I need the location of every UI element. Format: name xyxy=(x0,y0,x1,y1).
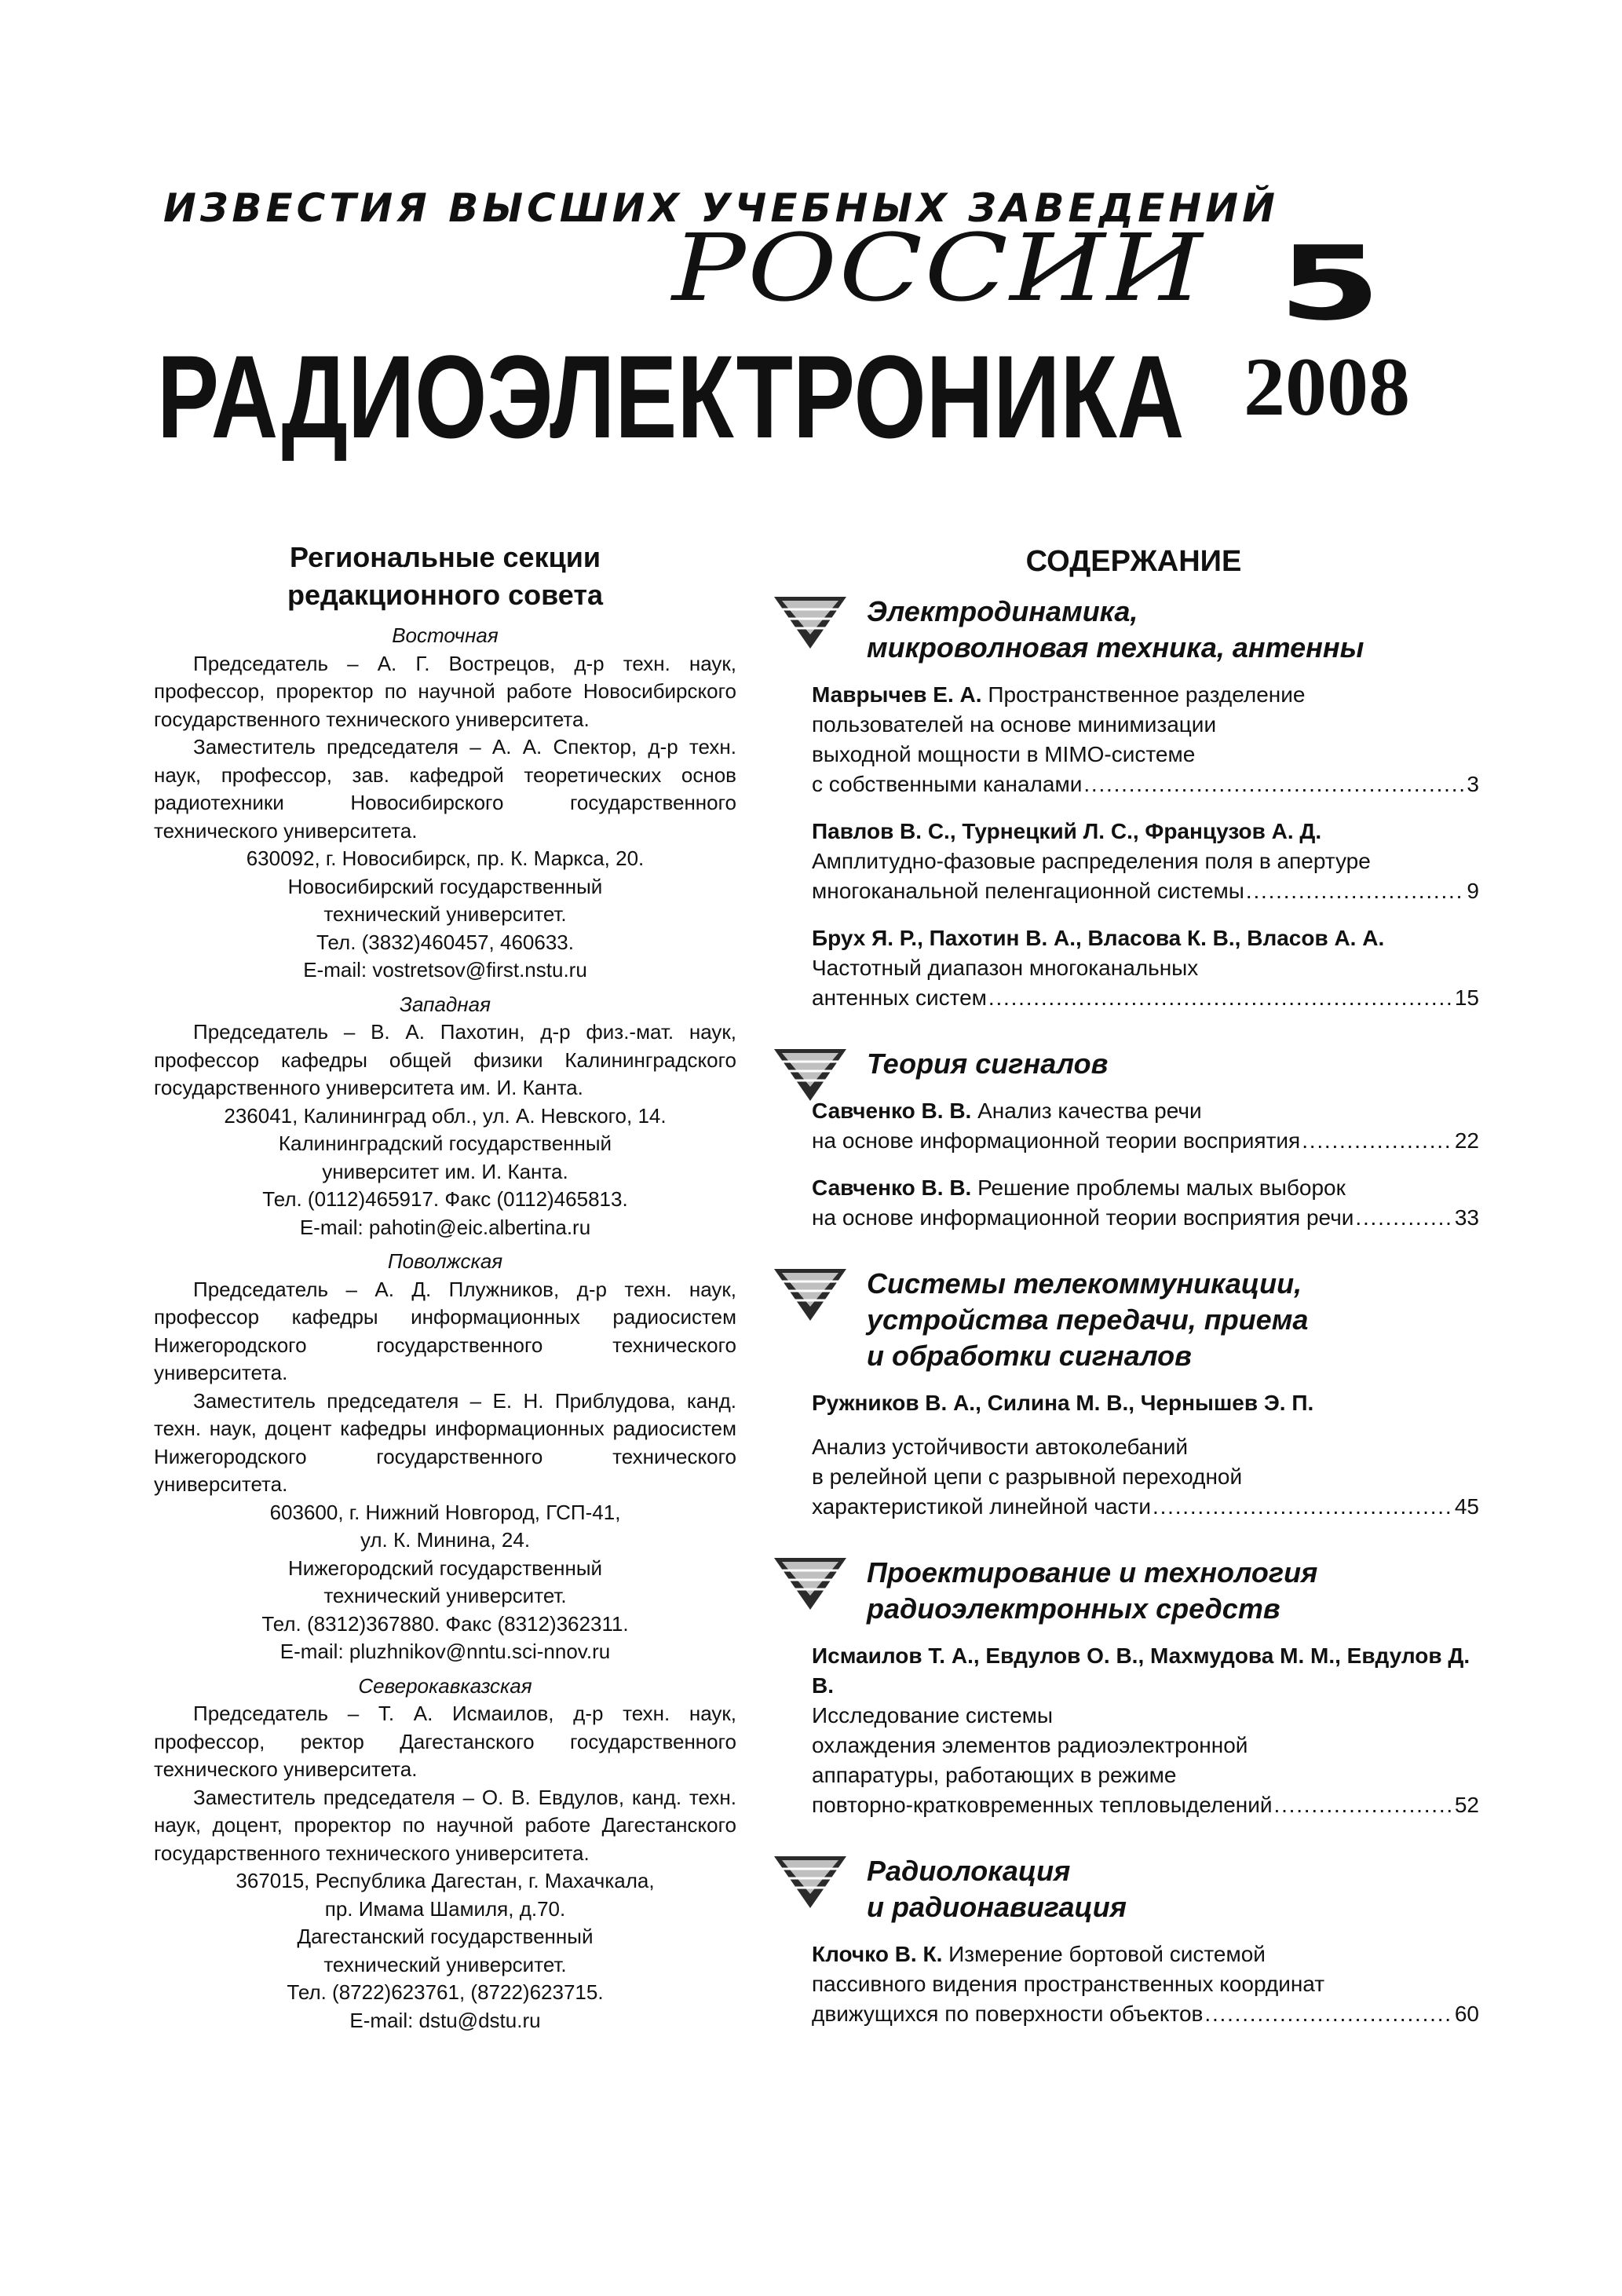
address-line: 630092, г. Новосибирск, пр. К. Маркса, 20. xyxy=(246,846,645,870)
dot-leader xyxy=(1274,1790,1453,1820)
dot-leader xyxy=(1083,770,1465,799)
address-line: университет им. И. Канта. xyxy=(322,1159,568,1183)
regional-section xyxy=(154,991,736,1242)
entry-authors: Савченко В. В. xyxy=(812,1175,972,1200)
contents-column xyxy=(773,542,1479,2062)
editorial-board-column xyxy=(154,539,736,2035)
email-line: E-mail: dstu@dstu.ru xyxy=(349,2008,541,2032)
entry-authors: Павлов В. С., Турнецкий Л. С., Французов А. Д. xyxy=(812,819,1322,843)
dot-leader xyxy=(988,983,1453,1013)
entry-page: 22 xyxy=(1454,1128,1479,1153)
contents-section xyxy=(773,1046,1479,1233)
entry-title: Амплитудно-фазовые распределения поля в апертуре xyxy=(812,849,1371,873)
entry-title: на основе информационной теории восприятия xyxy=(812,1128,1301,1153)
entry-authors: Маврычев Е. А. xyxy=(812,682,982,707)
regional-section xyxy=(154,622,736,985)
section-triangle-icon xyxy=(773,594,848,650)
contents-entry[interactable] xyxy=(773,1096,1479,1156)
contents-entry[interactable] xyxy=(773,1173,1479,1233)
deputy-text: Заместитель председателя – А. А. Спектор, д-р техн. наук, профессор, зав. кафедрой теоретических основ радиотехники Новосибирского государственного технического университета. xyxy=(154,735,736,843)
entry-title-line xyxy=(812,876,1479,906)
phone-line: Тел. (0112)465917. Факс (0112)465813. xyxy=(262,1187,628,1211)
contents-entry[interactable] xyxy=(773,1641,1479,1820)
contents-section-header xyxy=(773,1266,1479,1374)
contents-entry[interactable] xyxy=(773,817,1479,906)
entry-page: 33 xyxy=(1454,1205,1479,1230)
address-line: Нижегородский государственный xyxy=(287,1556,603,1580)
entry-title-line xyxy=(812,983,1479,1013)
address-line: 603600, г. Нижний Новгород, ГСП-41, xyxy=(269,1500,621,1524)
chairman-text: Председатель – В. А. Пахотин, д-р физ.-мат. наук, профессор кафедры общей физики Калининградского государственного университета им. И. Канта. xyxy=(154,1020,736,1099)
contents-section-title: радиоэлектронных средств xyxy=(867,1592,1280,1625)
section-triangle-icon xyxy=(773,1555,848,1611)
address-line: пр. Имама Шамиля, д.70. xyxy=(324,1896,566,1921)
entry-authors: Клочко В. К. xyxy=(812,1942,943,1966)
entry-authors: Исмаилов Т. А., Евдулов О. В., Махмудова М. М., Евдулов Д. В. xyxy=(812,1643,1470,1698)
dot-leader xyxy=(1153,1492,1453,1522)
contents-section-title: и обработки сигналов xyxy=(867,1340,1192,1372)
entry-title: Измерение бортовой системой xyxy=(948,1942,1266,1966)
journal-country-title: РОССИИ xyxy=(672,214,1204,322)
email-line: E-mail: pahotin@eic.albertina.ru xyxy=(299,1215,591,1239)
entry-title: антенных систем xyxy=(812,985,987,1010)
issue-year: 2008 xyxy=(1244,341,1410,433)
entry-title: Решение проблемы малых выборок xyxy=(977,1175,1346,1200)
contents-section xyxy=(773,1266,1479,1522)
address-line: 367015, Республика Дагестан, г. Махачкала, xyxy=(236,1869,655,1892)
entry-page: 60 xyxy=(1454,2002,1479,2026)
entry-title-line xyxy=(812,1790,1479,1820)
regional-section-title: Западная xyxy=(400,992,491,1016)
phone-line: Тел. (8722)623761, (8722)623715. xyxy=(287,1980,604,2004)
contents-entry[interactable] xyxy=(773,1940,1479,2029)
entry-title: охлаждения элементов радиоэлектронной xyxy=(812,1733,1248,1757)
contents-entry[interactable] xyxy=(773,680,1479,799)
regional-section-title: Северокавказская xyxy=(358,1673,532,1698)
editorial-board-heading-line: Региональные секции xyxy=(290,541,601,573)
entry-title: пассивного видения пространственных координат xyxy=(812,1972,1325,1996)
entry-title: выходной мощности в MIMO-системе xyxy=(812,742,1196,766)
entry-title: на основе информационной теории восприятия речи xyxy=(812,1205,1354,1230)
entry-title: с собственными каналами xyxy=(812,772,1083,796)
chairman-text: Председатель – А. Д. Плужников, д-р техн. наук, профессор кафедры информационных радиосистем Нижегородского государственного технического университета. xyxy=(154,1277,736,1384)
email-line: E-mail: pluzhnikov@nntu.sci-nnov.ru xyxy=(279,1640,611,1663)
address-line: технический университет. xyxy=(323,1952,567,1976)
contents-entry[interactable] xyxy=(773,923,1479,1013)
entry-title-line xyxy=(812,1492,1479,1522)
editorial-board-heading xyxy=(154,539,736,614)
address-line: технический университет. xyxy=(323,902,567,926)
entry-title-line xyxy=(812,770,1479,799)
regional-section-title: Поволжская xyxy=(387,1249,503,1273)
address-line: 236041, Калининград обл., ул. А. Невского, 14. xyxy=(224,1103,667,1128)
dot-leader xyxy=(1204,1999,1452,2029)
section-triangle-icon xyxy=(773,1046,848,1102)
journal-title: РАДИОЭЛЕКТРОНИКА xyxy=(157,331,1185,462)
address-line: Калининградский государственный xyxy=(278,1132,612,1155)
chairman-text: Председатель – А. Г. Вострецов, д-р техн. наук, профессор, проректор по научной работе Новосибирского государственного технического университета. xyxy=(154,651,736,731)
dot-leader xyxy=(1246,876,1466,906)
address-line: ул. К. Минина, 24. xyxy=(360,1528,531,1552)
contents-section-title: и радионавигация xyxy=(867,1891,1127,1923)
regional-section xyxy=(154,1248,736,1666)
entry-authors: Савченко В. В. xyxy=(812,1099,972,1123)
contents-section xyxy=(773,594,1479,1013)
chairman-text: Председатель – Т. А. Исмаилов, д-р техн. наук, профессор, ректор Дагестанского государственного технического университета. xyxy=(154,1702,736,1781)
entry-page: 9 xyxy=(1467,879,1479,903)
entry-title: аппаратуры, работающих в режиме xyxy=(812,1763,1177,1787)
dot-leader xyxy=(1302,1126,1453,1156)
entry-title: движущихся по поверхности объектов xyxy=(812,2002,1204,2026)
entry-title-line xyxy=(812,1999,1479,2029)
contents-section-title: Радиолокация xyxy=(867,1855,1071,1887)
entry-title: Пространственное разделение xyxy=(988,682,1306,707)
entry-title: пользователей на основе минимизации xyxy=(812,712,1217,737)
entry-page: 15 xyxy=(1454,985,1479,1010)
contents-section-title: устройства передачи, приема xyxy=(867,1303,1309,1336)
entry-title-line xyxy=(812,1126,1479,1156)
contents-section-title: микроволновая техника, антенны xyxy=(867,631,1364,664)
entry-title: Анализ качества речи xyxy=(977,1099,1202,1123)
contents-entry[interactable] xyxy=(773,1388,1479,1522)
address-line: технический университет. xyxy=(323,1584,567,1607)
contents-section xyxy=(773,1555,1479,1820)
contents-section-header xyxy=(773,594,1479,666)
entry-title-line xyxy=(812,1203,1479,1233)
entry-authors: Брух Я. Р., Пахотин В. А., Власова К. В., Власов А. А. xyxy=(812,926,1385,950)
dot-leader xyxy=(1355,1203,1452,1233)
journal-series-title: ИЗВЕСТИЯ ВЫСШИХ УЧЕБНЫХ ЗАВЕДЕНИЙ xyxy=(163,185,1279,231)
editorial-board-heading-line: редакционного совета xyxy=(287,579,603,611)
entry-title: характеристикой линейной части xyxy=(812,1494,1152,1519)
contents-section-title: Теория сигналов xyxy=(867,1047,1109,1080)
section-triangle-icon xyxy=(773,1266,848,1322)
entry-title: Исследование системы xyxy=(812,1703,1054,1727)
entry-title: повторно-кратковременных тепловыделений xyxy=(812,1793,1273,1817)
address-line: Новосибирский государственный xyxy=(287,874,603,898)
entry-title: в релейной цепи с разрывной переходной xyxy=(812,1464,1243,1489)
contents-heading: СОДЕРЖАНИЕ xyxy=(1025,545,1242,578)
contents-section-header xyxy=(773,1555,1479,1627)
deputy-text: Заместитель председателя – Е. Н. Приблудова, канд. техн. наук, доцент кафедры информационных радиосистем Нижегородского государственного технического университета. xyxy=(154,1388,736,1496)
entry-title: Частотный диапазон многоканальных xyxy=(812,956,1199,980)
entry-page: 52 xyxy=(1454,1793,1479,1817)
contents-section-title: Электродинамика, xyxy=(867,595,1138,627)
issue-number: 5 xyxy=(1278,224,1382,343)
contents-section xyxy=(773,1853,1479,2029)
regional-section-title: Восточная xyxy=(392,623,499,647)
contents-section-title: Проектирование и технология xyxy=(867,1556,1318,1589)
entry-title: многоканальной пеленгационной системы xyxy=(812,879,1244,903)
entry-title: Анализ устойчивости автоколебаний xyxy=(812,1435,1189,1459)
email-line: E-mail: vostretsov@first.nstu.ru xyxy=(303,958,587,982)
phone-line: Тел. (3832)460457, 460633. xyxy=(316,930,574,954)
address-line: Дагестанский государственный xyxy=(297,1925,594,1948)
contents-section-title: Системы телекоммуникации, xyxy=(867,1267,1302,1300)
contents-section-header xyxy=(773,1046,1479,1082)
regional-section xyxy=(154,1673,736,2035)
entry-page: 45 xyxy=(1454,1494,1479,1519)
section-triangle-icon xyxy=(773,1853,848,1910)
phone-line: Тел. (8312)367880. Факс (8312)362311. xyxy=(261,1611,629,1636)
deputy-text: Заместитель председателя – О. В. Евдулов, канд. техн. наук, доцент, проректор по научной работе Дагестанского государственного технического университета. xyxy=(154,1785,736,1865)
entry-authors: Ружников В. А., Силина М. В., Чернышев Э. П. xyxy=(812,1391,1314,1415)
contents-section-header xyxy=(773,1853,1479,1925)
entry-page: 3 xyxy=(1467,772,1479,796)
